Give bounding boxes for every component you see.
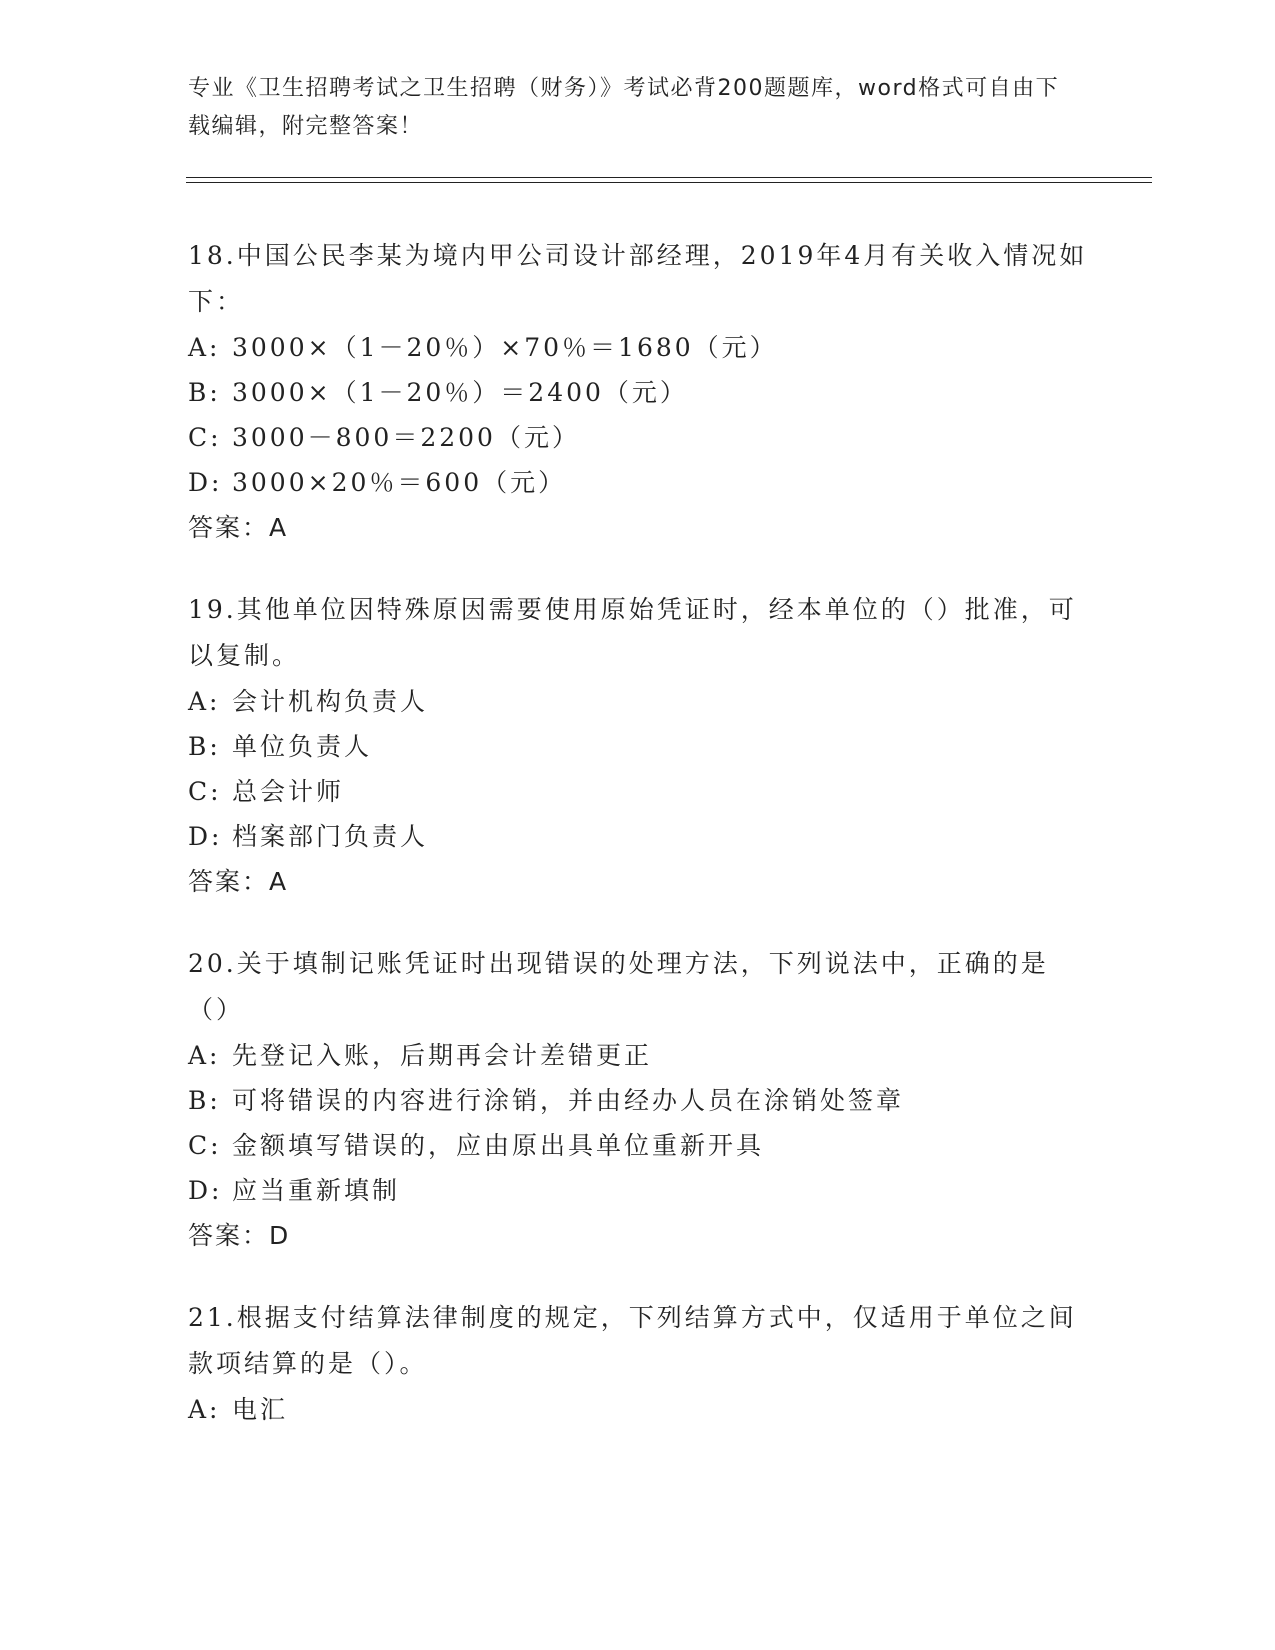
option-text: 应当重新填制	[232, 1176, 401, 1205]
answer-value: A	[269, 867, 289, 896]
option-a	[188, 679, 1088, 724]
option-text: 单位负责人	[232, 732, 373, 761]
answer-label: 答案：	[188, 1221, 270, 1250]
option-letter: D:	[188, 1176, 223, 1205]
option-letter: A:	[188, 1395, 221, 1424]
option-list	[188, 679, 1088, 859]
option-letter: A:	[188, 1041, 221, 1070]
option-text: 3000×（1－20％）×70％＝1680（元）	[232, 333, 778, 362]
option-text: 总会计师	[232, 777, 345, 806]
question-text: 18.中国公民李某为境内甲公司设计部经理，2019年4月有关收入情况如下：	[188, 241, 1088, 316]
question-21	[188, 1295, 1088, 1432]
option-a	[188, 1033, 1088, 1078]
option-list	[188, 325, 1088, 505]
option-b	[188, 724, 1088, 769]
option-letter: B:	[188, 732, 221, 761]
option-list	[188, 1387, 1088, 1432]
header-divider-bottom	[186, 182, 1152, 183]
header-divider-top	[186, 177, 1152, 178]
option-a	[188, 325, 1088, 370]
option-text: 先登记入账，后期再会计差错更正	[232, 1041, 653, 1070]
option-text: 会计机构负责人	[232, 687, 429, 716]
option-letter: A:	[188, 333, 221, 362]
option-text: 3000×（1－20％）＝2400（元）	[232, 378, 688, 407]
option-d	[188, 814, 1088, 859]
option-text: 档案部门负责人	[232, 822, 429, 851]
option-d	[188, 1168, 1088, 1213]
question-text: 20.关于填制记账凭证时出现错误的处理方法，下列说法中，正确的是（）	[188, 949, 1049, 1024]
answer-line	[188, 505, 1088, 551]
option-text: 3000－800＝2200（元）	[232, 423, 580, 452]
answer-value: A	[269, 513, 289, 542]
option-text: 3000×20％＝600（元）	[232, 468, 567, 497]
option-letter: B:	[188, 1086, 221, 1115]
question-19	[188, 587, 1088, 905]
option-letter: D:	[188, 822, 223, 851]
option-b	[188, 370, 1088, 415]
document-header: 专业《卫生招聘考试之卫生招聘（财务）》考试必背200题题库，word格式可自由下载编辑，附完整答案！	[188, 76, 1060, 139]
option-letter: C:	[188, 423, 222, 452]
answer-value: D	[269, 1221, 291, 1250]
option-a	[188, 1387, 1088, 1432]
option-letter: C:	[188, 777, 222, 806]
option-letter: C:	[188, 1131, 222, 1160]
option-letter: A:	[188, 687, 221, 716]
option-text: 金额填写错误的，应由原出具单位重新开具	[232, 1131, 765, 1160]
option-letter: D:	[188, 468, 223, 497]
question-20	[188, 941, 1088, 1259]
option-text: 可将错误的内容进行涂销，并由经办人员在涂销处签章	[232, 1086, 905, 1115]
option-letter: B:	[188, 378, 221, 407]
option-c	[188, 415, 1088, 460]
option-list	[188, 1033, 1088, 1213]
option-text: 电汇	[232, 1395, 289, 1424]
answer-label: 答案：	[188, 513, 270, 542]
answer-line	[188, 859, 1088, 905]
question-text: 21.根据支付结算法律制度的规定，下列结算方式中，仅适用于单位之间款项结算的是（）。	[188, 1303, 1077, 1378]
answer-line	[188, 1213, 1088, 1259]
option-c	[188, 1123, 1088, 1168]
question-18	[188, 233, 1088, 551]
question-text: 19.其他单位因特殊原因需要使用原始凭证时，经本单位的（）批准，可以复制。	[188, 595, 1077, 670]
option-d	[188, 460, 1088, 505]
option-c	[188, 769, 1088, 814]
option-b	[188, 1078, 1088, 1123]
answer-label: 答案：	[188, 867, 270, 896]
question-list	[188, 233, 1088, 1468]
